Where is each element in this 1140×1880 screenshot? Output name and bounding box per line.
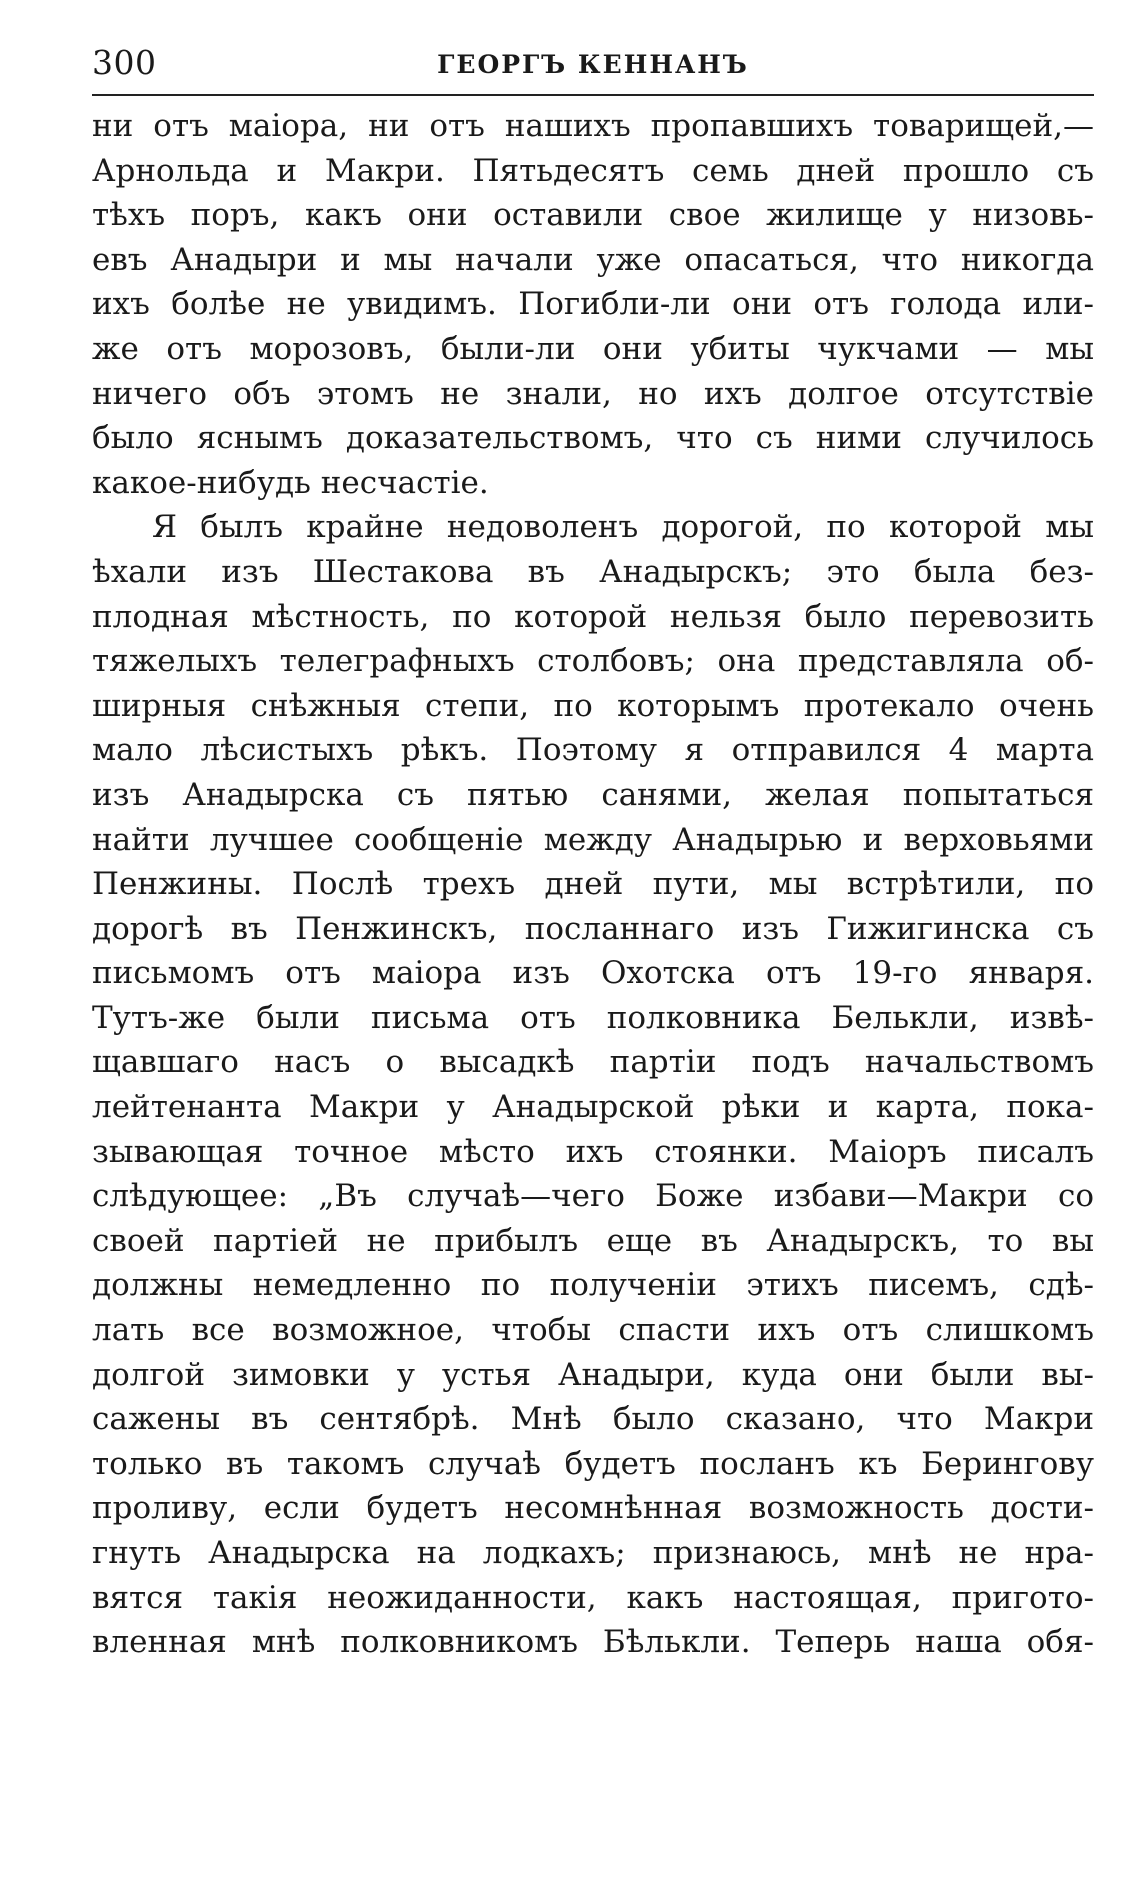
text-line: только въ такомъ случаѣ будетъ посланъ къ Берингову [92, 1445, 1094, 1482]
text-line: дорогѣ въ Пенжинскъ, посланнаго изъ Гижигинска съ [92, 910, 1094, 947]
text-line: евъ Анадыри и мы начали уже опасаться, что никогда [92, 241, 1094, 278]
text-line: Арнольда и Макри. Пятьдесятъ семь дней прошло съ [92, 152, 1094, 189]
text-line: своей партіей не прибылъ еще въ Анадырскъ, то вы [92, 1222, 1094, 1259]
text-line: Тутъ-же были письма отъ полковника Белькли, извѣ- [92, 999, 1094, 1036]
text-line: Пенжины. Послѣ трехъ дней пути, мы встрѣтили, по [92, 866, 1094, 903]
text-line: вятся такія неожиданности, какъ настоящая, пригото- [92, 1579, 1094, 1616]
running-title: ГЕОРГЪ КЕННАНЪ [437, 50, 749, 79]
text-line: щавшаго насъ о высадкѣ партіи подъ начальствомъ [92, 1044, 1094, 1081]
body-text [92, 104, 1094, 1665]
text-line: изъ Анадырска съ пятью санями, желая попытаться [92, 776, 1094, 813]
paragraph [92, 104, 1094, 505]
text-line: сажены въ сентябрѣ. Мнѣ было сказано, что Макри [92, 1401, 1094, 1438]
text-line: найти лучшее сообщеніе между Анадырью и верховьями [92, 821, 1094, 858]
text-line: какое-нибудь несчастіе. [92, 464, 489, 501]
text-line: вленная мнѣ полковникомъ Бѣлькли. Теперь наша обя- [92, 1624, 1094, 1661]
text-line: ихъ болѣе не увидимъ. Погибли-ли они отъ голода или- [92, 286, 1094, 323]
text-line: долгой зимовки у устья Анадыри, куда они были вы- [92, 1356, 1094, 1393]
text-line: должны немедленно по полученіи этихъ писемъ, сдѣ- [92, 1267, 1094, 1304]
text-line: ни отъ маіора, ни отъ нашихъ пропавшихъ товарищей,— [92, 108, 1094, 144]
text-line: слѣдующее: „Въ случаѣ—чего Боже избави—Макри со [92, 1178, 1094, 1215]
text-line: ѣхали изъ Шестакова въ Анадырскъ; это была без- [92, 553, 1094, 590]
text-line: ширныя снѣжныя степи, по которымъ протекало очень [92, 687, 1094, 724]
text-line: тяжелыхъ телеграфныхъ столбовъ; она представляла об- [92, 643, 1094, 680]
text-line: лать все возможное, чтобы спасти ихъ отъ слишкомъ [92, 1312, 1094, 1349]
book-page [92, 38, 1094, 1665]
text-line: ничего объ этомъ не знали, но ихъ долгое отсутствіе [92, 375, 1094, 412]
text-line: письмомъ отъ маіора изъ Охотска отъ 19-го января. [92, 955, 1094, 992]
text-line: проливу, если будетъ несомнѣнная возможность дости- [92, 1490, 1094, 1527]
text-line: зывающая точное мѣсто ихъ стоянки. Маіоръ писалъ [92, 1133, 1094, 1170]
text-line: лейтенанта Макри у Анадырской рѣки и карта, пока- [92, 1089, 1094, 1126]
text-line: тѣхъ поръ, какъ они оставили свое жилище у низовь- [92, 197, 1094, 234]
text-line: гнуть Анадырска на лодкахъ; признаюсь, мнѣ не нра- [92, 1535, 1094, 1571]
page-number: 300 [92, 43, 157, 82]
text-line: Я былъ крайне недоволенъ дорогой, по которой мы [152, 509, 1094, 546]
page-header [92, 38, 1094, 96]
text-line: мало лѣсистыхъ рѣкъ. Поэтому я отправился 4 марта [92, 732, 1094, 769]
text-line: же отъ морозовъ, были-ли они убиты чукчами — мы [92, 330, 1094, 367]
text-line: плодная мѣстность, по которой нельзя было перевозить [92, 598, 1094, 635]
text-line: было яснымъ доказательствомъ, что съ ними случилось [92, 420, 1094, 457]
paragraph [92, 505, 1094, 1664]
